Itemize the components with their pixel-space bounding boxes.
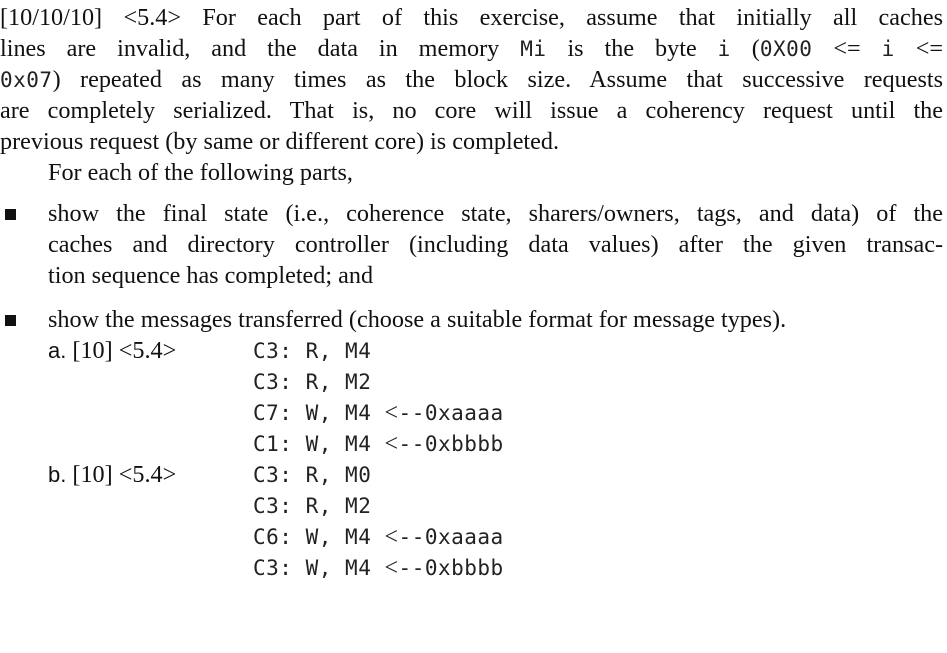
intro-line-4-text: are completely serialized. That is, no core will issue a coherency request until the [0, 97, 943, 124]
part-a-points: [10] [72, 337, 113, 364]
op-addr: M4 [345, 525, 372, 549]
part-a-header [48, 336, 176, 366]
op-core: C3: [253, 339, 293, 363]
op-core: C3: [253, 494, 293, 518]
intro-line-2-text-b: is the byte [546, 35, 718, 62]
intro-line-6-text: For each of the following parts, [48, 159, 353, 186]
part-b-points: [10] [72, 461, 113, 488]
op-arrow: < [384, 555, 399, 581]
bullet-1-line-2: caches and directory controller (including data values) after the given transac- [48, 231, 943, 258]
bullet-square-icon [5, 315, 16, 326]
op-value: --0xaaaa [398, 525, 504, 549]
part-a-op-3 [253, 398, 504, 428]
intro-line-2-text-d: <= [812, 35, 882, 62]
op-addr: M0 [345, 463, 372, 487]
op-addr: M4 [345, 339, 372, 363]
op-core: C6: [253, 525, 293, 549]
code-i-2: i [881, 37, 895, 61]
intro-line-3-text: ) repeated as many times as the block size. Assume that successive requests [52, 66, 943, 93]
op-type: R, [305, 370, 332, 394]
part-a-op-1 [253, 336, 371, 366]
intro-line-4 [0, 96, 943, 126]
intro-line-5 [0, 127, 559, 157]
op-addr: M4 [345, 432, 372, 456]
op-core: C3: [253, 556, 293, 580]
part-b-op-3 [253, 522, 504, 552]
intro-line-6 [48, 158, 353, 188]
code-mi: Mi [520, 37, 547, 61]
intro-line-2 [0, 34, 943, 64]
intro-line-5-text: previous request (by same or different core) is completed. [0, 128, 560, 155]
part-b-op-2 [253, 491, 371, 521]
op-addr: M4 [345, 401, 372, 425]
op-value: --0xaaaa [398, 401, 504, 425]
bullet-square-icon [5, 209, 16, 220]
op-addr: M2 [345, 494, 372, 518]
intro-line-2-text-c: ( [730, 35, 760, 62]
bullet-2-line-1: show the messages transferred (choose a suitable format for message types). [48, 306, 787, 333]
op-addr: M2 [345, 370, 372, 394]
part-b-header [48, 460, 176, 490]
op-core: C3: [253, 463, 293, 487]
intro-line-1 [0, 3, 943, 33]
part-b-section: <5.4> [118, 461, 177, 488]
op-arrow: < [384, 431, 399, 457]
intro-line-2-text-e: <= [894, 35, 943, 62]
op-type: R, [305, 463, 332, 487]
op-type: R, [305, 494, 332, 518]
intro-line-2-text-a: lines are invalid, and the data in memory [0, 35, 521, 62]
op-value: --0xbbbb [398, 432, 504, 456]
part-b-op-4 [253, 553, 504, 583]
op-arrow: < [384, 400, 399, 426]
bullet-1-line-1: show the final state (i.e., coherence state, sharers/owners, tags, and data) of the [48, 200, 943, 227]
intro-line-3 [0, 65, 943, 95]
code-0x07: 0x07 [0, 68, 53, 92]
code-0x00: 0X00 [759, 37, 813, 61]
code-i: i [717, 37, 731, 61]
op-core: C1: [253, 432, 293, 456]
op-type: R, [305, 339, 332, 363]
part-a-op-2 [253, 367, 371, 397]
part-b-op-1 [253, 460, 371, 490]
part-b-letter: b. [48, 462, 67, 487]
part-a-letter: a. [48, 338, 67, 363]
op-core: C7: [253, 401, 293, 425]
op-type: W, [305, 432, 332, 456]
op-type: W, [305, 401, 332, 425]
op-type: W, [305, 525, 332, 549]
part-a-section: <5.4> [118, 337, 177, 364]
part-a-op-4 [253, 429, 504, 459]
intro-line-1-text: [10/10/10] <5.4> For each part of this exercise, assume that initially all caches [0, 4, 943, 31]
op-value: --0xbbbb [398, 556, 504, 580]
op-core: C3: [253, 370, 293, 394]
op-addr: M4 [345, 556, 372, 580]
op-arrow: < [384, 524, 399, 550]
op-type: W, [305, 556, 332, 580]
bullet-1-line-3: tion sequence has completed; and [48, 262, 374, 289]
